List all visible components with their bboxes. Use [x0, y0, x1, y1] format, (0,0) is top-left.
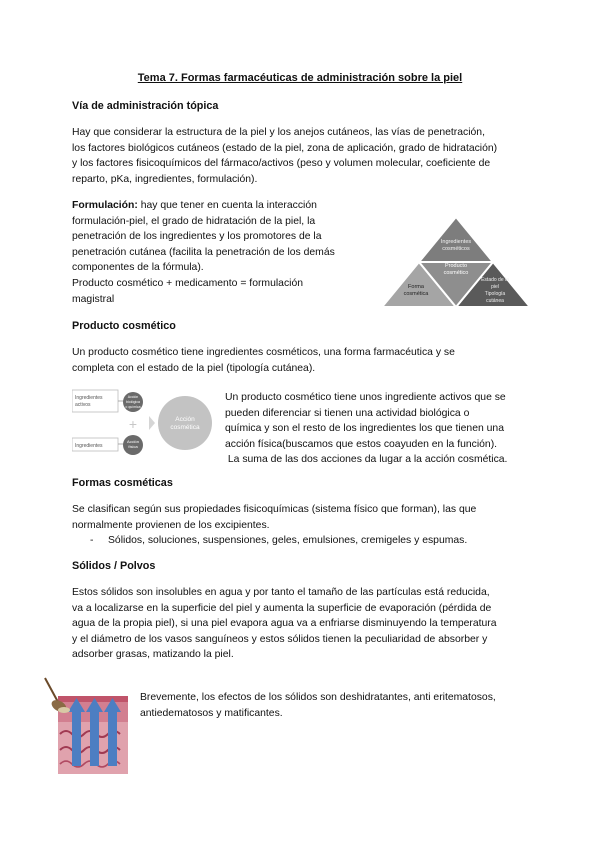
heading-via-topica: Vía de administración tópica — [72, 100, 219, 112]
paragraph-formas — [72, 502, 542, 533]
para-line: acción física(buscamos que estos coayuden en la función). — [225, 438, 498, 450]
pyramid-right-label: Estado de la — [481, 277, 509, 283]
formulacion-first-line: hay que tener en cuenta la interacción — [137, 200, 317, 211]
para-line: reparto, pKa, ingredientes, formulación). — [72, 173, 258, 185]
pyramid-left-label: cosmética — [403, 291, 429, 297]
para-line: Estos sólidos son insolubles en agua y por tanto el tamaño de las partículas está reducida, — [72, 587, 490, 598]
accion-cosmetica-label: cosmética — [170, 424, 200, 431]
accion-cosmetica-diagram — [72, 386, 222, 462]
paragraph-formulacion — [72, 198, 372, 307]
para-line: pueden diferenciar si tienen una actividad biológica o — [225, 407, 470, 419]
heading-formas-cosmeticas: Formas cosméticas — [72, 477, 173, 489]
pyramid-left-label: Forma — [408, 284, 424, 290]
accion-biologica-label: biológica — [126, 400, 140, 404]
pyramid-figure — [376, 213, 536, 310]
pyramid-top-label: Ingredientes — [440, 239, 472, 245]
pyramid-center-label: Producto — [444, 263, 468, 269]
para-line: completa con el estado de la piel (tipología cutánea). — [72, 362, 316, 374]
para-line: Hay que considerar la estructura de la piel y los anejos cutáneos, las vías de penetración, — [72, 127, 485, 138]
para-line — [72, 198, 372, 214]
water-column-icon — [108, 710, 117, 766]
para-line: y los factores fisicoquímicos del fármaco/activos (peso y volumen molecular, coeficiente de — [72, 158, 491, 170]
accion-cosmetica-label: Acción — [175, 416, 195, 423]
accion-biologica-label: o química — [125, 405, 141, 409]
accion-fisica-label: Acción — [126, 439, 140, 444]
para-line: agua de la propia piel), si una piel evapora agua va a enfriarse disminuyendo la temperatura — [72, 618, 497, 630]
paragraph-solidos — [72, 585, 542, 663]
para-line: penetración de los ingredientes y los promotores de la — [72, 231, 322, 243]
para-line: Brevemente, los efectos de los sólidos son deshidratantes, anti eritematosos, — [140, 692, 496, 703]
para-line: formulación-piel, el grado de hidratación de la piel, la — [72, 215, 316, 227]
heading-solidos-polvos: Sólidos / Polvos — [72, 560, 156, 572]
pyramid-center-label: cosmético — [443, 270, 469, 276]
plus-sign: + — [128, 416, 138, 432]
formulacion-label: Formulación: — [72, 200, 138, 211]
heading-producto-cosmetico: Producto cosmético — [72, 320, 176, 332]
ingredientes-activos-label: Ingredientes — [75, 395, 103, 401]
para-line: normalmente provienen de los excipientes. — [72, 519, 270, 531]
para-line: Se clasifican según sus propiedades fisicoquímicas (sistema físico que forman), las que — [72, 504, 477, 515]
ingredientes-activos-label: activos — [75, 402, 91, 408]
page-title: Tema 7. Formas farmacéuticas de administración sobre la piel — [137, 72, 463, 84]
paragraph-solidos-side — [140, 690, 540, 721]
bullet-item: Sólidos, soluciones, suspensiones, geles, emulsiones, cremigeles y espumas. — [108, 535, 468, 546]
bullet-dash: - — [90, 535, 94, 546]
ingredientes-activos-box — [72, 390, 118, 412]
paragraph-producto — [72, 345, 542, 376]
accion-biologica-label: Acción — [127, 395, 139, 399]
para-line: Un producto cosmético tiene unos ingrediente activos que se — [225, 392, 506, 403]
water-column-icon — [90, 710, 99, 766]
water-column-icon — [72, 710, 81, 766]
para-line: los factores biológicos cutáneos (estado de la piel, zona de aplicación, grado de hidratación) — [72, 142, 498, 154]
para-line: La suma de las dos acciones da lugar a la acción cosmética. — [225, 454, 508, 466]
para-line: Un producto cosmético tiene ingredientes cosméticos, una forma farmacéutica y se — [72, 347, 455, 358]
pyramid-right-label: cutánea — [486, 298, 504, 304]
pyramid-right-label: piel — [491, 284, 499, 290]
para-line: va a localizarse en la superficie del piel y aumenta la superficie de evaporación (pérdida de — [72, 602, 492, 614]
para-line: química y son el resto de los ingredientes los que tienen una — [225, 423, 504, 435]
para-line: y el diámetro de los vasos sanguíneos y estos sólidos tienen la peculiaridad de absorber y — [72, 633, 488, 645]
accion-cosmetica-circle — [158, 396, 212, 450]
skin-powder-illustration — [42, 676, 134, 776]
paragraph-via-topica — [72, 125, 542, 187]
para-line: magistral — [72, 293, 115, 305]
para-line: componentes de la fórmula). — [72, 262, 204, 274]
para-line: Producto cosmético + medicamento = formulación — [72, 277, 304, 289]
pyramid-right-label: Tipología — [484, 291, 506, 297]
pyramid-top-label: cosméticos — [442, 246, 470, 252]
para-line: penetración cutánea (facilita la penetración de los demás — [72, 246, 335, 258]
accion-fisica-label: física — [128, 444, 138, 449]
para-line: antiedematosos y matificantes. — [140, 707, 283, 719]
para-line: adsorber grasas, matizando la piel. — [72, 649, 234, 661]
brush-handle-icon — [45, 678, 58, 702]
ingredientes-label: Ingredientes — [75, 443, 103, 449]
arrow-right-icon — [149, 416, 155, 430]
paragraph-producto-side — [225, 390, 545, 468]
powder-icon — [58, 707, 70, 713]
